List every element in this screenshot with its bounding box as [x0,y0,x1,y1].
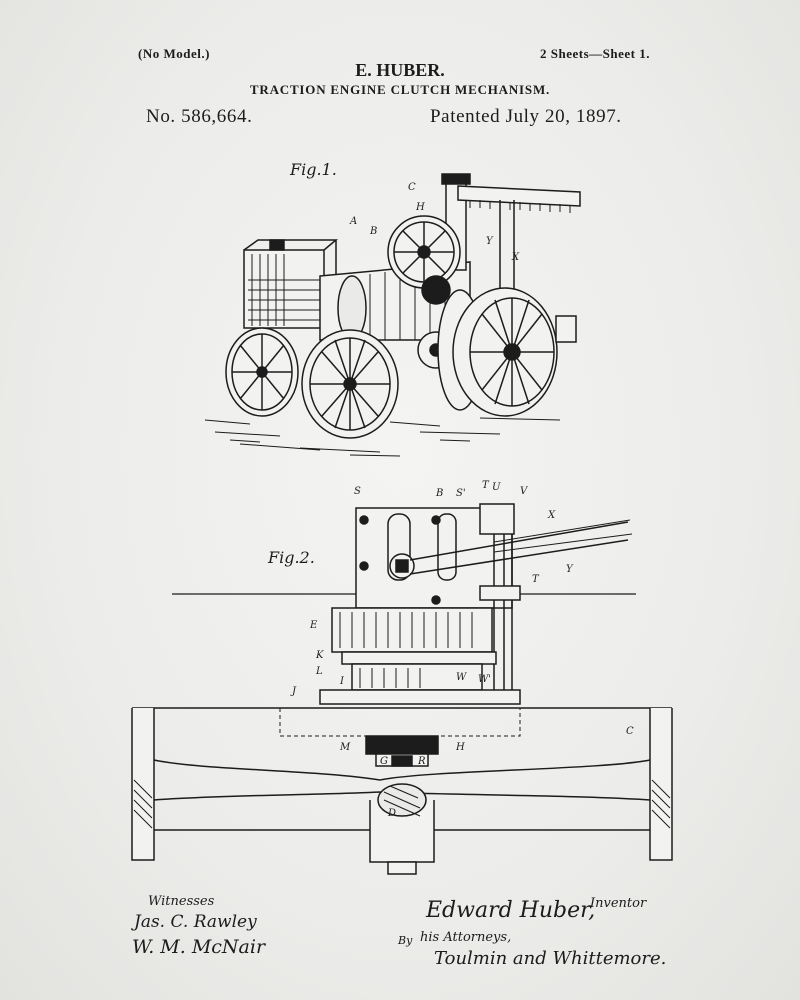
fig2-letter-u: U [492,482,501,493]
fig2-letter-r: R [418,756,426,767]
fig1-letter-h: H [416,202,425,213]
inventor-heading: E. HUBER. [355,60,445,80]
attorneys-label: his Attorneys, [420,930,512,945]
attorneys-signature: Toulmin and Whittemore. [434,948,667,969]
no-model-note: (No Model.) [138,46,210,61]
fig2-letter-s-prime: S' [456,488,466,499]
witness-signature-2: W. M. McNair [132,936,266,958]
patent-number: No. 586,664. [146,106,253,127]
fig2-letter-h: H [456,742,465,753]
fig2-letter-g: G [380,756,388,767]
fig2-wheel-section [132,708,672,874]
patent-date: Patented July 20, 1897. [430,106,622,127]
fig2-letter-w-prime: W' [478,674,492,685]
fig2-plate-j [320,690,520,704]
witnesses-label: Witnesses [148,894,215,909]
fig1-letter-y: Y [486,236,493,247]
fig2-label: Fig.2. [268,548,315,567]
fig2-letter-t: T [482,480,489,491]
fig2-letter-k: K [316,650,324,661]
fig2-letter-l: L [316,666,323,677]
witness-signature-1: Jas. C. Rawley [134,912,257,932]
fig2-letter-m: M [340,742,351,753]
fig1-letter-a: A [350,216,358,227]
by-label: By [398,934,413,947]
fig2-letter-w: W [456,672,467,683]
fig1-letter-x: X [512,252,520,263]
fig2-letter-s: S [354,486,361,497]
fig2-gear [366,736,438,754]
fig2-letter-v: V [520,486,528,497]
fig2-letter-j: J [292,686,297,697]
fig2-letter-y: Y [566,564,573,575]
fig2-letter-d: D [388,808,397,819]
fig2-letter-x: X [548,510,556,521]
sheet-count: 2 Sheets—Sheet 1. [540,46,650,61]
fig2-letter-e: E [310,620,318,631]
fig2-letter-b: B [436,488,444,499]
patent-title: TRACTION ENGINE CLUTCH MECHANISM. [249,82,551,97]
fig1-label: Fig.1. [290,160,337,179]
fig1-letter-b: B [370,226,378,237]
inventor-signature: Edward Huber, [426,898,596,923]
fig1-letter-c: C [408,182,416,193]
fig2-letter-t2: T [532,574,539,585]
fig2-letter-c: C [626,726,634,737]
fig2-letter-i: I [340,676,344,687]
inventor-label: Inventor [590,896,647,911]
